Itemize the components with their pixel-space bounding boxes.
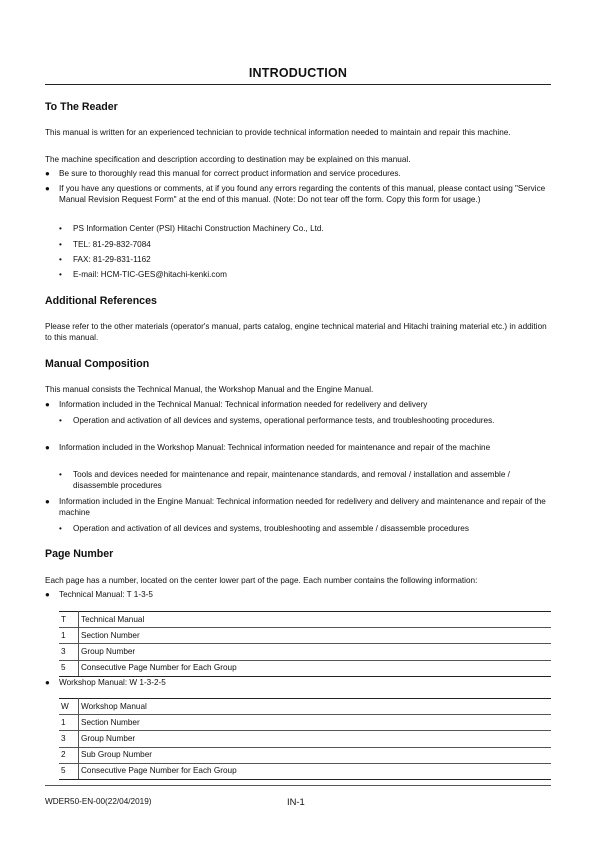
sub-bullet-icon: • [59,224,62,233]
section-heading-to-the-reader: To The Reader [45,101,118,113]
table-row [59,699,551,715]
table-row [59,628,551,644]
workshop-manual-label [45,677,551,688]
description-cell: Group Number [79,731,552,747]
composition-item-workshop [45,442,551,453]
table-row [59,715,551,731]
composition-subitem-text: Operation and activation of all devices and systems, operational performance tests, and troubleshooting procedures. [73,416,495,425]
code-cell: 1 [59,715,79,731]
table-row [59,660,551,676]
bullet-dot-icon: ● [45,443,50,452]
contact-email: E-mail: HCM-TIC-GES@hitachi-kenki.com [73,270,227,279]
references-paragraph: Please refer to the other materials (operator's manual, parts catalog, engine technical material and Hitachi training material etc.) in addition to this manual. [45,322,547,343]
technical-manual-label-text: Technical Manual: T 1-3-5 [59,590,153,599]
composition-subitem-text: Operation and activation of all devices and systems, troubleshooting and assemble / disassemble procedures [73,524,469,533]
contact-item [59,239,551,250]
reader-paragraph-2: The machine specification and description according to destination may be explained on this manual. [45,155,411,164]
sub-bullet-icon: • [59,524,62,533]
sub-bullet-icon: • [59,255,62,264]
reader-bullet-2 [45,183,551,206]
description-cell: Technical Manual [79,612,552,628]
composition-item-technical [45,399,551,410]
technical-manual-label [45,589,551,600]
workshop-manual-label-text: Workshop Manual: W 1-3-2-5 [59,678,166,687]
composition-paragraph: This manual consists the Technical Manual, the Workshop Manual and the Engine Manual. [45,385,374,394]
sub-bullet-icon: • [59,416,62,425]
technical-code-table [59,611,551,677]
table-row [59,731,551,747]
sub-bullet-icon: • [59,470,62,479]
contact-company: PS Information Center (PSI) Hitachi Construction Machinery Co., Ltd. [73,224,324,233]
code-cell: 2 [59,747,79,763]
reader-bullet-2-text: If you have any questions or comments, at if you found any errors regarding the contents of this manual, please contact using "Service Manual Revision Request Form" at the end of this manual. (Note: Do not tear off the form. Copy this form for usage.) [59,184,546,205]
reader-bullet-1-text: Be sure to thoroughly read this manual for correct product information and service procedures. [59,169,401,178]
sub-bullet-icon: • [59,240,62,249]
code-cell: 3 [59,644,79,660]
composition-item-text: Information included in the Workshop Manual: Technical information needed for maintenance and repair of the machine [59,443,491,452]
description-cell: Consecutive Page Number for Each Group [79,763,552,779]
footer-document-code: WDER50-EN-00(22/04/2019) [45,797,152,806]
reader-bullet-1 [45,168,551,179]
section-heading-additional-references: Additional References [45,295,157,307]
bullet-dot-icon: ● [45,497,50,506]
title-divider [45,84,551,85]
footer-page-number: IN-1 [287,796,305,807]
description-cell: Consecutive Page Number for Each Group [79,660,552,676]
composition-subitem [59,415,551,426]
description-cell: Workshop Manual [79,699,552,715]
code-cell: 1 [59,628,79,644]
sub-bullet-icon: • [59,270,62,279]
section-heading-manual-composition: Manual Composition [45,358,150,370]
bullet-dot-icon: ● [45,169,50,178]
composition-item-text: Information included in the Engine Manual: Technical information needed for redelivery and delivery and maintenance and repair of the machine [59,497,546,518]
bullet-dot-icon: ● [45,678,50,687]
table-row [59,747,551,763]
bullet-dot-icon: ● [45,184,50,193]
code-cell: 5 [59,763,79,779]
code-cell: 5 [59,660,79,676]
description-cell: Sub Group Number [79,747,552,763]
code-cell: W [59,699,79,715]
page-number-paragraph: Each page has a number, located on the center lower part of the page. Each number contains the following information: [45,576,478,585]
workshop-code-table [59,698,551,780]
bullet-dot-icon: ● [45,400,50,409]
contact-fax: FAX: 81-29-831-1162 [73,255,151,264]
description-cell: Section Number [79,715,552,731]
section-heading-page-number: Page Number [45,548,114,560]
contact-item [59,254,551,265]
table-row [59,763,551,779]
composition-item-text: Information included in the Technical Manual: Technical information needed for redelivery and delivery [59,400,428,409]
contact-tel: TEL: 81-29-832-7084 [73,240,151,249]
composition-item-engine [45,496,551,519]
footer-divider [45,785,551,786]
code-cell: T [59,612,79,628]
description-cell: Section Number [79,628,552,644]
page-title: INTRODUCTION [248,66,348,80]
contact-item [59,223,551,234]
bullet-dot-icon: ● [45,590,50,599]
description-cell: Group Number [79,644,552,660]
contact-item [59,269,551,280]
reader-paragraph-1: This manual is written for an experienced technician to provide technical information needed to maintain and repair this machine. [45,128,511,137]
code-cell: 3 [59,731,79,747]
composition-subitem [59,523,551,534]
table-row [59,644,551,660]
composition-subitem-text: Tools and devices needed for maintenance and repair, maintenance standards, and removal / installation and assemble / disassemble procedures [73,470,510,491]
table-row [59,612,551,628]
composition-subitem [59,469,551,492]
